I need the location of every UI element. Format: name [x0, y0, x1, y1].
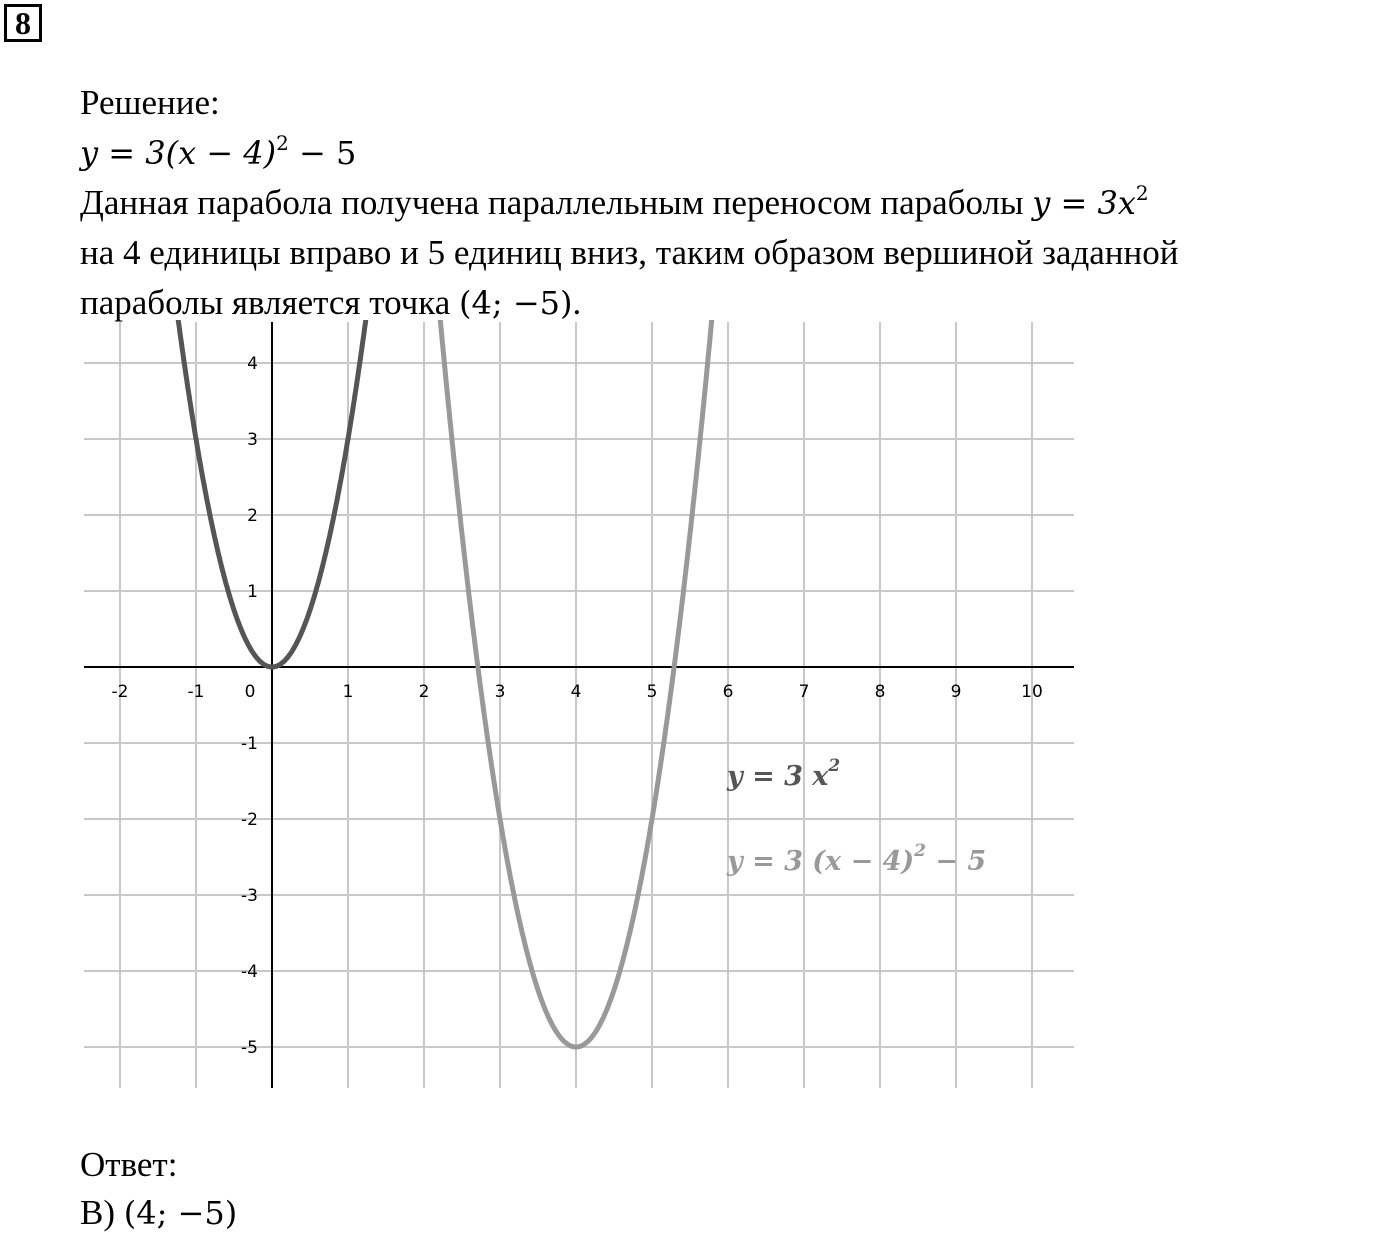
- vertex-point: (4; −5): [459, 284, 573, 322]
- x-tick-label: 3: [494, 682, 506, 702]
- y-tick-label: -3: [241, 886, 258, 906]
- legend-entry-1: y = 3 $x^2$: [727, 756, 841, 792]
- solution-line-1: [80, 178, 1149, 228]
- line3-end: .: [572, 283, 582, 322]
- y-tick-label: 1: [247, 582, 258, 602]
- axes: [84, 322, 1074, 1088]
- line1-math: y = 3x: [1032, 184, 1136, 222]
- x-tick-label: 0: [244, 682, 256, 702]
- y-tick-label: 2: [247, 506, 258, 526]
- legend-entry-2: y = 3 $(x - 4)^2 - 5$: [727, 841, 987, 877]
- y-tick-label: -1: [241, 734, 258, 754]
- x-tick-label: 9: [950, 682, 962, 702]
- x-tick-label: 2: [418, 682, 430, 702]
- grid-lines: [84, 322, 1074, 1088]
- equation-suffix: − 5: [288, 134, 357, 172]
- equation-exponent: 2: [276, 131, 289, 155]
- y-tick-label: -2: [241, 810, 258, 830]
- answer-line: [80, 1188, 237, 1238]
- x-tick-label: 5: [646, 682, 658, 702]
- parabola-graph: [0, 320, 1100, 1090]
- y-tick-label: -5: [241, 1038, 258, 1058]
- line1-text: Данная парабола получена параллельным переносом параболы: [80, 183, 1033, 222]
- y-tick-label: -4: [241, 962, 258, 982]
- line3-text: параболы является точка: [80, 283, 460, 322]
- line1-exponent: 2: [1135, 181, 1149, 205]
- y-tick-label: 4: [247, 354, 258, 374]
- equation-prefix: y = 3(x − 4): [80, 134, 277, 172]
- answer-label: B): [80, 1193, 124, 1232]
- solution-line-2: на 4 единицы вправо и 5 единиц вниз, таким образом вершиной заданной: [80, 233, 1179, 272]
- x-tick-label: 1: [342, 682, 354, 702]
- tick-labels: [112, 354, 1043, 1058]
- x-tick-label: 8: [874, 682, 886, 702]
- y-tick-label: 3: [247, 430, 258, 450]
- problem-number-badge: 8: [4, 4, 42, 42]
- legend: [726, 756, 986, 877]
- x-tick-label: -2: [111, 682, 129, 702]
- solution-equation: [80, 128, 356, 178]
- answer-heading: Ответ:: [80, 1145, 178, 1184]
- answer-value: (4; −5): [123, 1194, 238, 1232]
- solution-heading: Решение:: [80, 83, 220, 122]
- x-tick-label: 7: [798, 682, 810, 702]
- x-tick-label: 10: [1021, 682, 1043, 702]
- x-tick-label: 4: [570, 682, 582, 702]
- x-tick-label: -1: [187, 682, 205, 702]
- x-tick-label: 6: [722, 682, 734, 702]
